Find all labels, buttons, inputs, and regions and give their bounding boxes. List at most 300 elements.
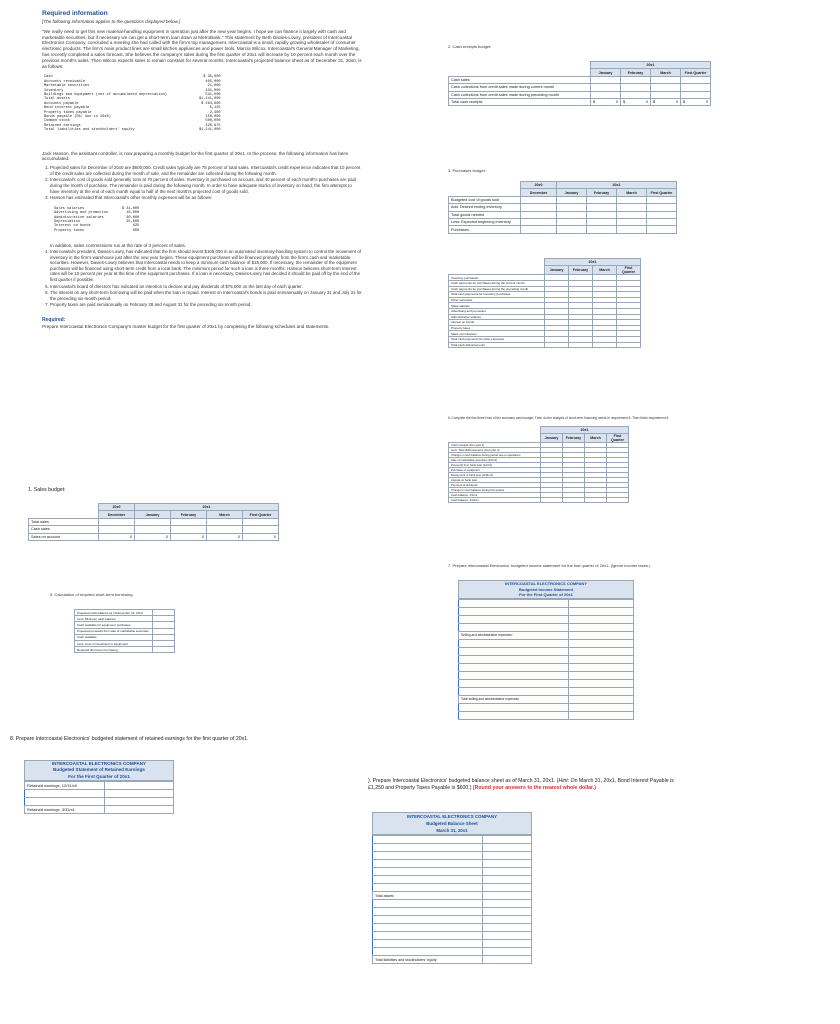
list-item: 2. Intercoastal's cost of goods sold generally runs at 70 percent of sales. Inventory is purchased on account, and 40 percent of each month's purchases are paid during the month of purchase. The remainder is paid during the following month. In order to have adequate stocks of inventory on hand, the firm attempts to have inventory at the end of each month equal to half of the next month's projected cost of goods sold. — [50, 177, 362, 194]
row-label: Total cash payments for inventory purchases — [449, 292, 545, 298]
table-row — [373, 876, 532, 884]
sales-budget-table — [28, 503, 279, 541]
amount-input[interactable] — [483, 900, 532, 908]
bs-label: Inventory — [44, 88, 64, 93]
line-item-input[interactable] — [373, 924, 483, 932]
column-header: First Quarter — [647, 189, 677, 196]
row-label: Purchases — [449, 226, 521, 233]
bs-value: 231,000 — [205, 88, 221, 93]
amount-input[interactable] — [483, 948, 532, 956]
expense-value: 625 — [132, 224, 140, 229]
retained-label: 8. Prepare Intercoastal Electronics' budgeted statement of retained earnings for the first quarter of 20x1. — [10, 736, 249, 742]
column-header: February — [569, 266, 593, 275]
amount-input[interactable] — [591, 76, 621, 83]
currency-sign: $ — [623, 100, 626, 105]
balance-table — [372, 835, 532, 964]
amount-input[interactable] — [569, 711, 634, 719]
bs-label: Cash — [44, 75, 53, 80]
currency-sign: $ — [653, 100, 656, 105]
amount-input[interactable] — [483, 852, 532, 860]
income-table — [458, 599, 634, 720]
sales-budget-label: 1. Sales budget: — [28, 487, 66, 493]
table-row — [42, 128, 223, 132]
amount-input[interactable] — [647, 196, 677, 203]
bs-label: Bond interest payable — [44, 106, 90, 111]
table-row — [373, 852, 532, 860]
column-header: March — [651, 69, 681, 76]
amount-input[interactable] — [99, 518, 135, 525]
column-header: January — [135, 511, 171, 518]
amount-input[interactable] — [483, 868, 532, 876]
line-item-input[interactable] — [459, 655, 569, 663]
line-item-input[interactable] — [373, 948, 483, 956]
table-row — [373, 836, 532, 844]
bs-value: $ 264,600 — [201, 101, 221, 106]
table-row — [52, 229, 141, 233]
table-row — [459, 671, 634, 679]
balance-label-line2: £1,250 and Property Taxes Payable is $600.) — [368, 785, 473, 791]
expense-label: Depreciation — [54, 220, 80, 225]
row-label: Purchase of equipment — [449, 468, 541, 473]
line-item-input[interactable] — [459, 679, 569, 687]
sales-budget-section — [28, 487, 279, 541]
receipts-year: 20x1 — [591, 62, 711, 69]
sales-year0: 20x0 — [99, 504, 135, 511]
amount-input[interactable] — [569, 615, 634, 623]
amount-input[interactable] — [593, 342, 617, 348]
amount-input[interactable] — [617, 226, 647, 233]
amount-input[interactable] — [591, 84, 621, 91]
amount-input[interactable] — [171, 518, 207, 525]
income-period: For the First Quarter of 20x1 — [519, 592, 573, 598]
amount-input[interactable] — [569, 663, 634, 671]
row-label: Less: Expected beginning inventory — [449, 218, 521, 225]
table-row — [373, 924, 532, 932]
amount-input[interactable] — [563, 498, 585, 503]
amount-input[interactable] — [483, 924, 532, 932]
amount-input[interactable] — [647, 211, 677, 218]
bs-label: Accounts payable — [44, 101, 79, 106]
hint-label: Hint: — [558, 778, 570, 784]
amount-input[interactable] — [681, 91, 711, 98]
row-label: Cash sales — [449, 76, 591, 83]
table-row — [75, 647, 175, 653]
amount-input[interactable] — [647, 204, 677, 211]
amount-input[interactable] — [569, 679, 634, 687]
table-row — [373, 908, 532, 916]
amount-input[interactable] — [483, 932, 532, 940]
row-label: Total cash receipts — [449, 98, 591, 105]
amount-input[interactable] — [483, 876, 532, 884]
computed-total: 0 — [207, 533, 243, 540]
line-item-input[interactable] — [373, 868, 483, 876]
table-row — [449, 218, 677, 225]
table-row — [449, 98, 711, 105]
amount-input[interactable] — [647, 226, 677, 233]
amount-input[interactable] — [521, 204, 557, 211]
bs-label: Retained earnings — [44, 123, 81, 128]
bs-value: 320,875 — [205, 123, 221, 128]
table-row — [373, 844, 532, 852]
expense-value: $ 31,000 — [121, 206, 140, 211]
amount-input[interactable] — [617, 211, 647, 218]
row-label: Total sales — [29, 518, 99, 525]
income-title: Budgeted Income Statement — [518, 586, 573, 592]
total-sga-label: Total selling and administrative expenses — [459, 695, 569, 703]
expense-label: Sales salaries — [54, 206, 85, 211]
total-assets-label: Total assets — [373, 892, 483, 900]
row-label: Cash collections from credit sales made during current month — [449, 84, 591, 91]
amount-input[interactable] — [521, 211, 557, 218]
table-row — [373, 884, 532, 892]
retained-input[interactable] — [105, 798, 174, 806]
cash-budget-section — [448, 416, 748, 503]
amount-input[interactable] — [557, 218, 587, 225]
expense-label: Property taxes — [54, 228, 85, 233]
required-info-heading: Required information — [42, 10, 108, 17]
hint-text: On March 31, 20x1, Bond Interest Payable is — [569, 778, 674, 784]
computed-total — [621, 98, 651, 105]
table-row — [459, 655, 634, 663]
amount-input[interactable] — [483, 956, 532, 964]
amount-input[interactable] — [607, 498, 629, 503]
amount-input[interactable] — [621, 76, 651, 83]
amount-input[interactable] — [153, 647, 175, 653]
bs-value: 2,400 — [209, 110, 221, 115]
cash-budget-label: 6. Complete the first three lines of the summary cash budget. Then do the analysis of short-term financing needs in requirement 5. Then finish requirement 6. — [448, 416, 670, 420]
retained-input[interactable] — [105, 806, 174, 814]
table-row — [459, 703, 634, 711]
amount-input[interactable] — [557, 211, 587, 218]
income-org: INTERCOASTAL ELECTRONICS COMPANY — [504, 581, 587, 586]
column-header: January — [591, 69, 621, 76]
table-row — [449, 204, 677, 211]
amount-input[interactable] — [569, 599, 634, 607]
amount-input[interactable] — [681, 84, 711, 91]
line-item-input[interactable] — [459, 671, 569, 679]
column-header: February — [621, 69, 651, 76]
amount-input[interactable] — [569, 671, 634, 679]
balance-date: March 31, 20x1 — [436, 828, 468, 833]
line-item-input[interactable] — [459, 615, 569, 623]
table-row — [373, 916, 532, 924]
table-row — [449, 84, 711, 91]
line-item-input[interactable] — [373, 884, 483, 892]
income-label: 7. Prepare Intercoastal Electronics' budgeted income statement for the first quarter of 20x1. (Ignore income taxes.) — [448, 563, 651, 568]
row-label: Cash sales — [29, 526, 99, 533]
amount-input[interactable] — [617, 196, 647, 203]
amount-input[interactable] — [483, 884, 532, 892]
table-row — [449, 498, 629, 503]
expense-label: Administrative salaries — [54, 215, 104, 220]
table-row — [25, 806, 174, 814]
amount-input[interactable] — [569, 342, 593, 348]
retained-title: Budgeted Statement of Retained Earnings — [53, 767, 145, 773]
amount-input[interactable] — [651, 76, 681, 83]
amount-input[interactable] — [207, 518, 243, 525]
column-header: January — [541, 434, 563, 443]
amount-input[interactable] — [591, 91, 621, 98]
info-list-b — [42, 249, 362, 308]
table-row — [29, 518, 279, 525]
expense-value: 30,000 — [126, 215, 140, 220]
table-row — [373, 860, 532, 868]
table-row — [459, 623, 634, 631]
amount-input[interactable] — [483, 940, 532, 948]
table-row — [459, 711, 634, 719]
row-label: Other expenses: — [449, 297, 545, 303]
expense-value: 16,000 — [126, 211, 140, 216]
amount-input[interactable] — [135, 518, 171, 525]
bs-value: $ 35,000 — [203, 75, 221, 80]
total-liabilities-label: Total liabilities and stockholders' equity — [373, 956, 483, 964]
amount-input[interactable] — [569, 687, 634, 695]
amount-input[interactable] — [569, 639, 634, 647]
retained-row-label: Retained earnings, 12/31/x0 — [25, 782, 105, 790]
bs-label: Marketable securities — [44, 84, 90, 89]
list-item: 4. Intercoastal's president, Davies-Lowry, has indicated that the firm should invest $105,000 in an automated inventory-handling system to control the movement of inventory in the firm's warehouse just after the new year begins. These equipment purchases will be financed primarily from the firm's cash and marketable securities. However, Davies-Lowry believes that Intercoastal needs to keep a minimum cash balance of $15,000. If necessary, the remainder of the equipment purchases will be financed using short-term credit from a local bank. The minimum period for such a loan is three months. Hanson believes short-term interest rates will be 10 percent per year at the time of the equipment purchases. If a loan is necessary, Davies-Lowry has decided it should be paid off by the end of the first quarter if possible. — [50, 249, 362, 283]
bs-label: Common stock — [44, 119, 70, 124]
row-label: Sales salaries — [449, 303, 545, 309]
amount-input[interactable] — [647, 218, 677, 225]
purchases-table — [448, 181, 677, 234]
computed-total: 0 — [135, 533, 171, 540]
amount-input[interactable] — [569, 607, 634, 615]
column-header: February — [563, 434, 585, 443]
row-label: Cash payments for purchases during the preceding month — [449, 286, 545, 292]
expense-value: 25,000 — [126, 220, 140, 225]
amount-input[interactable] — [557, 226, 587, 233]
computed-total — [651, 98, 681, 105]
cash-receipts-section — [448, 44, 711, 106]
table-row — [459, 647, 634, 655]
line-item-input[interactable] — [459, 599, 569, 607]
column-header: January — [545, 266, 569, 275]
amount-input[interactable] — [569, 623, 634, 631]
total-value: 0 — [645, 100, 648, 105]
row-label: Sales on account — [29, 533, 99, 540]
amount-input[interactable] — [483, 892, 532, 900]
table-row — [459, 687, 634, 695]
line-item-input[interactable] — [459, 703, 569, 711]
amount-input[interactable] — [569, 647, 634, 655]
amount-input[interactable] — [681, 76, 711, 83]
line-item-input[interactable] — [459, 711, 569, 719]
row-label: Cash collections from credit sales made during preceding month — [449, 91, 591, 98]
amount-input[interactable] — [521, 226, 557, 233]
table-row — [459, 639, 634, 647]
disbursements-table — [448, 258, 641, 348]
retained-input[interactable] — [105, 782, 174, 790]
row-label: Cash payments for purchases during the current month — [449, 280, 545, 286]
amount-input[interactable] — [557, 196, 587, 203]
amount-input[interactable] — [617, 218, 647, 225]
amount-input[interactable] — [587, 218, 617, 225]
cash-budget-table — [448, 426, 629, 503]
purchases-year0: 20x0 — [521, 182, 557, 189]
amount-input[interactable] — [483, 908, 532, 916]
shortterm-section — [50, 592, 175, 653]
table-row — [373, 868, 532, 876]
amount-input[interactable] — [243, 526, 279, 533]
column-header: First Quarter — [607, 434, 629, 443]
table-row — [25, 782, 174, 790]
line-item-input[interactable] — [459, 687, 569, 695]
list-item: 1. Projected sales for December of 20x0 are $600,000. Credit sales typically are 75 percent of total sales. Intercoastal's credit experience indicates that 10 percent of the credit sales are collected during the month of sale, and the remainder are collected during the following month. — [50, 165, 362, 176]
column-header: March — [207, 511, 243, 518]
amount-input[interactable] — [587, 211, 617, 218]
amount-input[interactable] — [171, 526, 207, 533]
line-item-input[interactable] — [459, 607, 569, 615]
amount-input[interactable] — [585, 498, 607, 503]
retained-row-label: Retained earnings, 3/31/x1 — [25, 806, 105, 814]
line-item-input[interactable] — [373, 844, 483, 852]
line-item-input[interactable] — [373, 940, 483, 948]
row-label: Cash balance, 3/31/x1 — [449, 498, 541, 503]
line-item-input[interactable] — [373, 900, 483, 908]
list-item: 6. The interest on any short-term borrowing will be paid when the loan is repaid. Interest on Intercoastal's bonds is paid semiannually on January 31 and July 31 for the preceding six-month period. — [50, 290, 362, 301]
row-label: Interest on bonds — [449, 320, 545, 326]
bs-label: Buildings and equipment (net of accumulated depreciation) — [44, 93, 167, 97]
row-label: Advertising and promotion — [449, 308, 545, 314]
total-value: 0 — [705, 100, 708, 105]
cash-receipts-table — [448, 61, 711, 106]
table-row — [373, 900, 532, 908]
amount-input[interactable] — [617, 342, 641, 348]
line-item-input[interactable] — [373, 836, 483, 844]
row-label: Repayment of bank loan (3/31/x1) — [449, 473, 541, 478]
table-row — [449, 342, 641, 348]
amount-input[interactable] — [483, 844, 532, 852]
bs-label: Property taxes payable — [44, 110, 92, 115]
bs-value: 150,000 — [205, 115, 221, 120]
line-item-input[interactable] — [373, 876, 483, 884]
retained-input[interactable] — [105, 790, 174, 798]
amount-cell — [569, 631, 634, 639]
amount-input[interactable] — [483, 916, 532, 924]
amount-input[interactable] — [569, 703, 634, 711]
retained-table — [24, 781, 174, 814]
shortterm-table — [74, 609, 175, 653]
retained-input[interactable] — [25, 790, 105, 798]
table-row — [25, 798, 174, 806]
amount-input[interactable] — [99, 526, 135, 533]
amount-input[interactable] — [521, 196, 557, 203]
line-item-input[interactable] — [459, 639, 569, 647]
amount-input[interactable] — [617, 204, 647, 211]
amount-input[interactable] — [207, 526, 243, 533]
list-item: 5. Intercoastal's board of directors has indicated an intention to declare and pay dividends of $75,000 on the last day of each quarter. — [50, 284, 362, 290]
amount-input[interactable] — [521, 218, 557, 225]
amount-input[interactable] — [651, 91, 681, 98]
amount-input[interactable] — [621, 91, 651, 98]
line-item-input[interactable] — [459, 647, 569, 655]
balance-section — [368, 778, 836, 964]
row-label: Less: Minimum cash balance — [75, 616, 153, 622]
bs-value: 21,000 — [207, 84, 221, 89]
line-item-input[interactable] — [459, 663, 569, 671]
amount-input[interactable] — [621, 84, 651, 91]
purchases-section — [448, 168, 677, 234]
row-label: Cash receipts (from part 2) — [449, 443, 541, 448]
amount-input[interactable] — [541, 498, 563, 503]
column-header: First Quarter — [243, 511, 279, 518]
disb-year: 20x1 — [545, 259, 641, 266]
total-value: 0 — [675, 100, 678, 105]
income-title-box — [458, 580, 634, 599]
row-label: Payment of dividends — [449, 483, 541, 488]
line-item-input[interactable] — [373, 860, 483, 868]
row-label: Total cash disbursements — [449, 342, 545, 348]
amount-input[interactable] — [587, 196, 617, 203]
amount-input[interactable] — [557, 204, 587, 211]
column-header: January — [557, 189, 587, 196]
table-row — [459, 695, 634, 703]
column-header: February — [587, 189, 617, 196]
balance-title: Budgeted Balance Sheet — [426, 821, 478, 826]
purchases-label: 3. Purchases budget: — [448, 168, 486, 173]
amount-input[interactable] — [483, 860, 532, 868]
table-row — [449, 211, 677, 218]
row-label: Inventory purchases: — [449, 275, 545, 281]
info-list-a — [42, 165, 362, 201]
balance-org: INTERCOASTAL ELECTRONICS COMPANY — [406, 814, 497, 819]
row-label: Projected proceeds from sale of marketable securities — [75, 628, 153, 634]
amount-input[interactable] — [135, 526, 171, 533]
amount-input[interactable] — [569, 655, 634, 663]
disbursements-section — [448, 258, 641, 348]
line-item-input[interactable] — [459, 623, 569, 631]
table-row — [449, 76, 711, 83]
row-label: Projected cash balance as of December 31, 20x0 — [75, 610, 153, 616]
balance-label — [368, 778, 836, 792]
amount-input[interactable] — [243, 518, 279, 525]
amount-input[interactable] — [483, 836, 532, 844]
retained-section — [10, 736, 249, 814]
table-row — [29, 533, 279, 540]
computed-total — [681, 98, 711, 105]
sga-label: Selling and administrative expenses: — [459, 631, 569, 639]
amount-input[interactable] — [545, 342, 569, 348]
hanson-paragraph: Jack Hanson, the assistant controller, is now preparing a monthly budget for the first quarter of 20x1. In the process, the following information has been accumulated: — [42, 150, 349, 162]
row-label: Required short-term borrowing — [75, 647, 153, 653]
table-row — [52, 211, 141, 215]
row-label: Interest on bank loan — [449, 478, 541, 483]
intro-paragraph: "We really need to get this new material-handling equipment in operation just after the new year begins. I hope we can finance it largely with cash and marketable securities, but if necessary we can get a short-term loan down at MetroBank." This statement by Beth Davies-Lowry, president of Intercoastal Electronics Company, concluded a meeting she had called with the firm's top management. Intercoastal is a small, rapidly growing wholesaler of consumer electronic products. The firm's main product lines are small kitchen appliances and power tools. Marcia Wilcox, Intercoastal's General Manager of Marketing, has recently completed a sales forecast. She believes the company's sales during the first quarter of 20x1 will increase by 10 percent each month over the previous month's sales. Then Wilcox expects sales to remain constant for several months. Intercoastal's projected balance sheet as of December 31, 20x0, is as follows: — [42, 28, 362, 69]
amount-input[interactable] — [569, 695, 634, 703]
computed-total: 0 — [99, 533, 135, 540]
retained-input[interactable] — [25, 798, 105, 806]
round-note: (Round your answers to the nearest whole dollar.) — [472, 785, 596, 791]
amount-input[interactable] — [587, 226, 617, 233]
table-row — [29, 526, 279, 533]
computed-total: 0 — [171, 533, 207, 540]
cash-receipts-label: 2. Cash receipts budget: — [448, 44, 492, 49]
line-item-input[interactable] — [373, 932, 483, 940]
table-row — [373, 940, 532, 948]
line-item-input[interactable] — [373, 852, 483, 860]
line-item-input[interactable] — [373, 908, 483, 916]
table-row — [459, 679, 634, 687]
table-row — [373, 892, 532, 900]
amount-input[interactable] — [587, 204, 617, 211]
bs-value: 541,000 — [205, 93, 221, 97]
table-row — [373, 956, 532, 964]
table-row — [459, 615, 634, 623]
expense-label: Interest on bonds — [54, 224, 91, 229]
amount-input[interactable] — [651, 84, 681, 91]
line-item-input[interactable] — [373, 916, 483, 924]
